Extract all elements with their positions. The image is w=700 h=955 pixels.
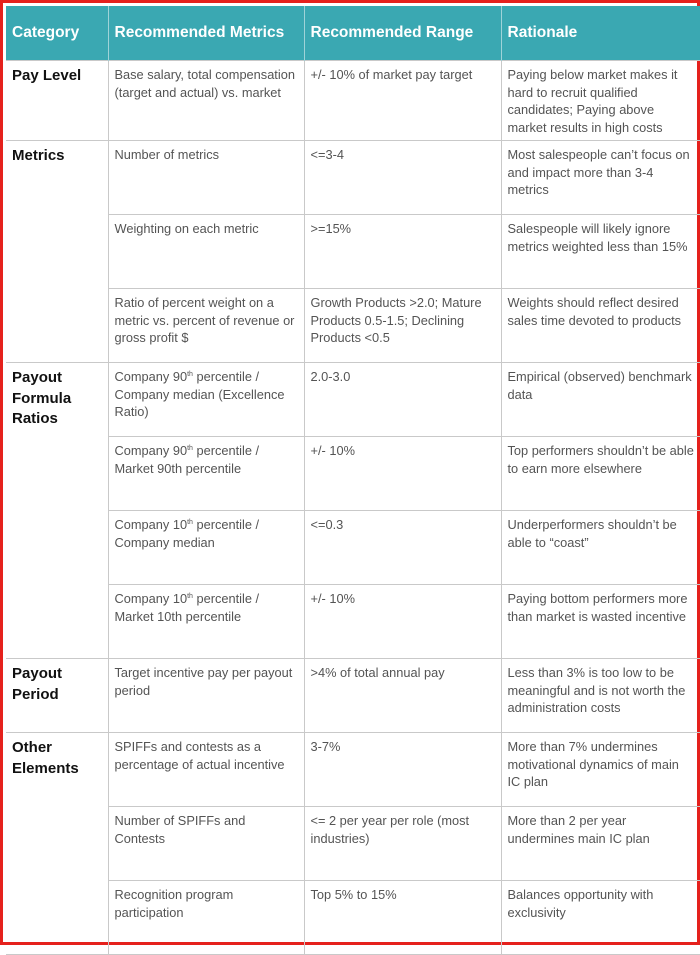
table-row: [6, 585, 700, 659]
rationale-cell: Paying below market makes it hard to recruit qualified candidates; Paying above market results in high costs: [501, 61, 700, 141]
metric-text: Company 90: [114, 443, 188, 458]
category-cell: Metrics: [6, 141, 108, 363]
metric-cell: Base salary, total compensation (target and actual) vs. market: [108, 61, 304, 141]
metric-text: Company 10: [114, 517, 188, 532]
rationale-cell: More than 7% undermines motivational dynamics of main IC plan: [501, 733, 700, 807]
rationale-cell: Weights should reflect desired sales time devoted to products: [501, 289, 700, 363]
table-row: [6, 733, 700, 807]
table-row: [6, 215, 700, 289]
table-row: [6, 807, 700, 881]
range-cell: <=3-4: [304, 141, 501, 215]
metric-cell: Ratio of percent weight on a metric vs. percent of revenue or gross profit $: [108, 289, 304, 363]
header-metrics: Recommended Metrics: [108, 6, 304, 61]
metric-text: percentile / Market 10th percentile: [114, 591, 260, 624]
range-cell: 3-7%: [304, 733, 501, 807]
ordinal-suffix: th: [187, 371, 193, 378]
metric-cell: Weighting on each metric: [108, 215, 304, 289]
header-row: [6, 6, 700, 61]
rationale-cell: Empirical (observed) benchmark data: [501, 363, 700, 437]
category-cell: Payout Period: [6, 659, 108, 733]
rationale-cell: Less than 3% is too low to be meaningful and is not worth the administration costs: [501, 659, 700, 733]
range-cell: 2.0-3.0: [304, 363, 501, 437]
rationale-cell: Underperformers shouldn’t be able to “coast”: [501, 511, 700, 585]
category-cell: Other Elements: [6, 733, 108, 955]
ordinal-suffix: th: [187, 593, 193, 600]
table-row: [6, 437, 700, 511]
table-row: [6, 363, 700, 437]
metric-cell: Recognition program participation: [108, 881, 304, 955]
metric-cell: SPIFFs and contests as a percentage of actual incentive: [108, 733, 304, 807]
header-range: Recommended Range: [304, 6, 501, 61]
rationale-cell: Top performers shouldn’t be able to earn more elsewhere: [501, 437, 700, 511]
metric-text: percentile / Company median (Excellence Ratio): [114, 369, 285, 419]
metric-cell: Target incentive pay per payout period: [108, 659, 304, 733]
table-row: [6, 881, 700, 955]
metric-cell: [108, 437, 304, 511]
range-cell: +/- 10% of market pay target: [304, 61, 501, 141]
header-category: Category: [6, 6, 108, 61]
ordinal-suffix: th: [187, 519, 193, 526]
metric-cell: Number of SPIFFs and Contests: [108, 807, 304, 881]
metric-cell: [108, 511, 304, 585]
rationale-cell: Salespeople will likely ignore metrics weighted less than 15%: [501, 215, 700, 289]
metrics-table: [6, 6, 700, 955]
table-row: [6, 61, 700, 141]
range-cell: +/- 10%: [304, 437, 501, 511]
rationale-cell: Balances opportunity with exclusivity: [501, 881, 700, 955]
range-cell: >4% of total annual pay: [304, 659, 501, 733]
range-cell: <= 2 per year per role (most industries): [304, 807, 501, 881]
rationale-cell: Paying bottom performers more than market is wasted incentive: [501, 585, 700, 659]
metric-text: Company 10: [114, 591, 188, 606]
rationale-cell: More than 2 per year undermines main IC plan: [501, 807, 700, 881]
table-row: [6, 511, 700, 585]
range-cell: >=15%: [304, 215, 501, 289]
metric-text: percentile / Company median: [114, 517, 260, 550]
range-cell: +/- 10%: [304, 585, 501, 659]
table-row: [6, 141, 700, 215]
category-cell: Pay Level: [6, 61, 108, 141]
table-row: [6, 659, 700, 733]
range-cell: Top 5% to 15%: [304, 881, 501, 955]
range-cell: <=0.3: [304, 511, 501, 585]
rationale-cell: Most salespeople can’t focus on and impact more than 3-4 metrics: [501, 141, 700, 215]
category-cell: Payout Formula Ratios: [6, 363, 108, 659]
metric-text: percentile / Market 90th percentile: [114, 443, 260, 476]
header-rationale: Rationale: [501, 6, 700, 61]
metric-cell: [108, 363, 304, 437]
metric-cell: [108, 585, 304, 659]
metric-cell: Number of metrics: [108, 141, 304, 215]
ordinal-suffix: th: [187, 445, 193, 452]
range-cell: Growth Products >2.0; Mature Products 0.5-1.5; Declining Products <0.5: [304, 289, 501, 363]
metric-text: Company 90: [114, 369, 188, 384]
table-row: [6, 289, 700, 363]
